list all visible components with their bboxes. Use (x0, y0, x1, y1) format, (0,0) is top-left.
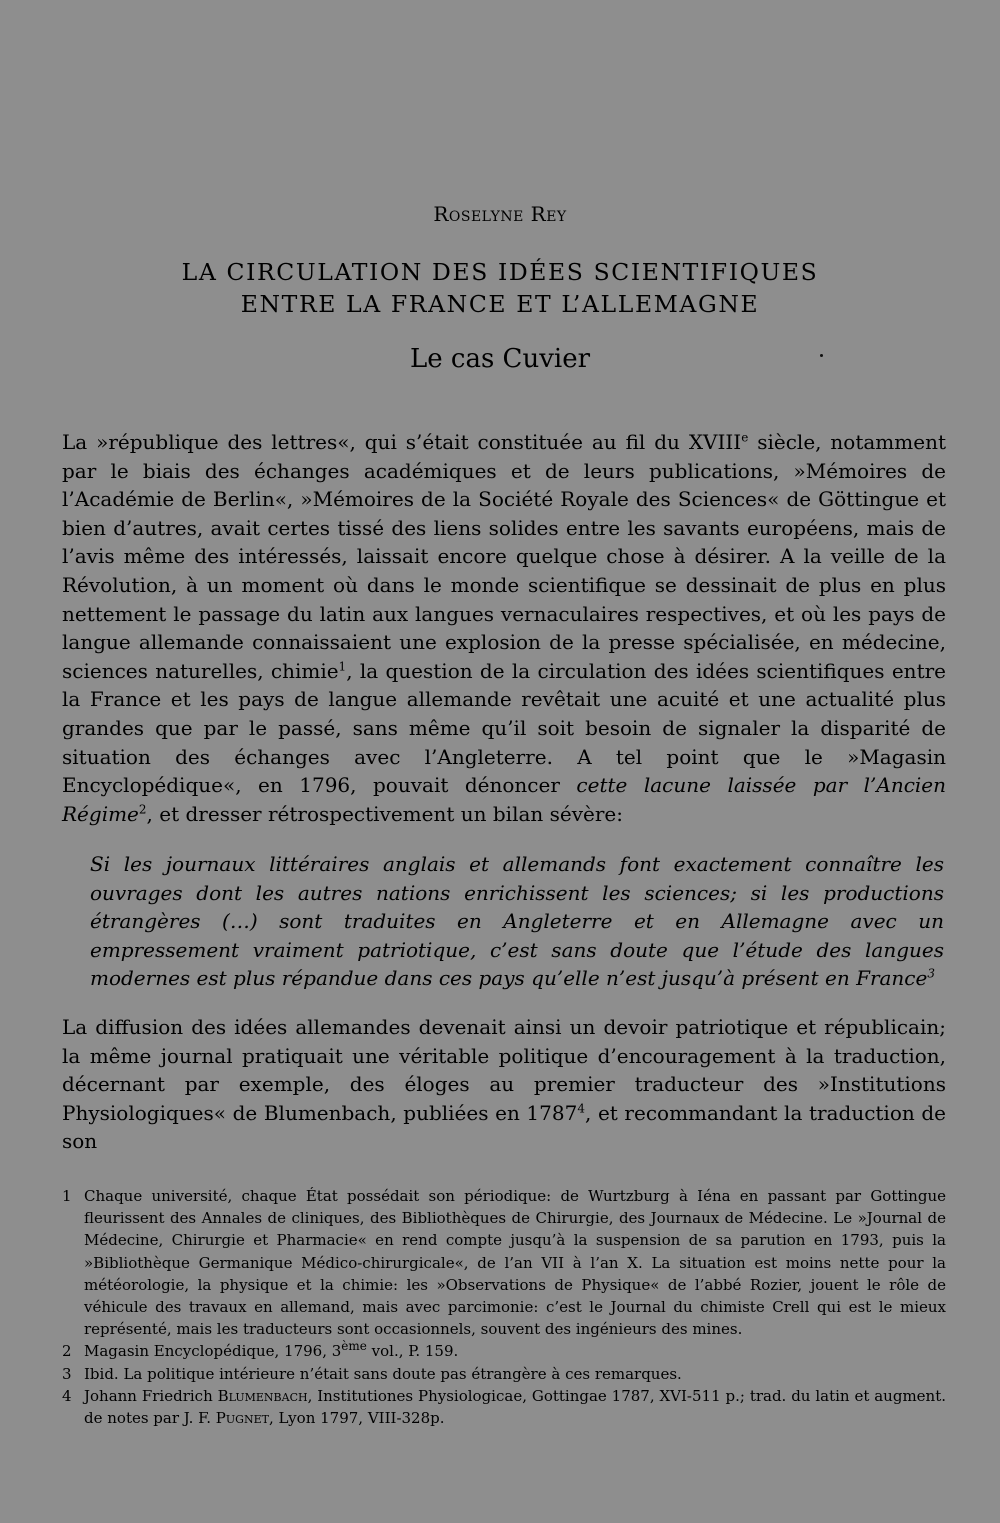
title-line-2: ENTRE LA FRANCE ET L’ALLEMAGNE (240, 290, 760, 318)
paragraph-2 (62, 1013, 946, 1156)
superscript: ème (341, 1339, 367, 1354)
footnote-text: , Institutiones Physiologicae, Gottingae 1787, XVI-511 p.; trad. du latin et augment. de notes par J. F. (84, 1386, 947, 1428)
title-line-1: LA CIRCULATION DES IDÉES SCIENTIFIQUES (181, 258, 819, 286)
stray-dot (820, 354, 823, 357)
text-run: La »république des lettres«, qui s’était constituée au fil du XVIII (62, 430, 742, 454)
footnote-1 (62, 1185, 946, 1340)
footnote-text: Magasin Encyclopédique, 1796, 3 (84, 1342, 342, 1361)
block-quote (90, 850, 944, 993)
text-run: siècle, notamment par le biais des échanges académiques et de leurs publications, »Mémoires de l’Académie de Berlin«, »Mémoires de la Société Royale des Sciences« de Göttingue et bien d’autres, avait certes tissé des liens solides entre les savants européens, mais de l’avis même des intéressés, laissait encore quelque chose à désirer. A la veille de la Révolution, à un moment où dans le monde scientifique se dessinait de plus en plus nettement le passage du latin aux langues vernaculaires respectives, et où les pays de langue allemande connaissaient une explosion de la presse spécialisée, en médecine, sciences naturelles, chimie (62, 430, 946, 683)
footnote-ref-2[interactable]: 2 (138, 802, 147, 817)
quote-text: Si les journaux littéraires anglais et allemands font exactement connaître les ouvrages dont les autres nations enrichissent les sciences; si les productions étrangères (…) sont traduites en Angleterre et en Allemagne avec un empressement vraiment patriotique, c’est sans doute que l’étude des langues modernes est plus répandue dans ces pays qu’elle n’est jusqu’à présent en France (90, 852, 944, 991)
footnote-text: Chaque université, chaque État possédait son périodique: de Wurtzburg à Iéna en passant par Gottingue fleurissent des Annales de cliniques, des Bibliothèques de Chirurgie, des Journaux de Médecine. Le »Journal de Médecine, Chirurgie et Pharmacie« en rend compte jusqu’à la suspension de sa parution en 1793, puis la »Bibliothèque Germanique Médico-chirurgicale«, de l’an VII à l’an X. La situation est moins nette pour la météorologie, la physique et la chimie: les »Observations de Physique« de l’abbé Rozier, jouent le rôle de véhicule des travaux en allemand, mais avec parcimonie: c’est le Journal du chimiste Crell qui est le mieux représenté, mais les traducteurs sont occasionnels, souvent des ingénieurs des mines. (84, 1187, 946, 1339)
footnote-text: , Lyon 1797, VIII-328p. (268, 1409, 445, 1428)
footnote-3 (62, 1363, 946, 1385)
superscript: e (741, 430, 749, 445)
italic-quote: cette lacune laissée par l’Ancien Régime (62, 773, 947, 826)
footnote-ref-1[interactable]: 1 (338, 659, 347, 674)
footnote-4 (62, 1385, 946, 1429)
paragraph-1 (62, 428, 946, 828)
footnote-ref-3[interactable]: 3 (927, 966, 935, 981)
footnote-text: Johann Friedrich (84, 1386, 218, 1405)
footnote-number: 4 (62, 1386, 72, 1405)
footnote-ref-4[interactable]: 4 (577, 1101, 585, 1116)
article-subtitle: Le cas Cuvier (409, 344, 591, 374)
text-run: , et dresser rétrospectivement un bilan sévère: (146, 801, 624, 826)
footnote-number: 3 (62, 1364, 72, 1383)
author-name: Roselyne Rey (433, 202, 567, 226)
article-title (0, 256, 1000, 320)
footnote-number: 1 (62, 1187, 72, 1205)
footnote-text: vol., P. 159. (366, 1342, 459, 1361)
author-name-smallcaps: Pugnet (215, 1409, 269, 1428)
footnote-number: 2 (62, 1342, 72, 1361)
text-run: La diffusion des idées allemandes devenait ainsi un devoir patriotique et républicain; la même journal pratiquait une véritable politique d’encouragement à la traduction, décernant par exemple, des éloges au premier traducteur des »Institutions Physiologiques« de Blumenbach, publiées en 1787 (62, 1015, 946, 1125)
text-run: , et recommandant la traduction de son (62, 1100, 946, 1154)
footnotes (62, 1185, 946, 1429)
footnote-2 (62, 1340, 946, 1362)
text-run: , la question de la circulation des idées scientifiques entre la France et les pays de langue allemande revêtait une acuité et une actualité plus grandes que par le passé, sans même qu’il soit besoin de signaler la disparité de situation des échanges avec l’Angleterre. A tel point que le »Magasin Encyclopédique«, en 1796, pouvait dénoncer (62, 658, 946, 798)
author-name-smallcaps: Blumenbach (217, 1386, 308, 1405)
footnote-text: Ibid. La politique intérieure n’était sans doute pas étrangère à ces remarques. (84, 1364, 682, 1383)
